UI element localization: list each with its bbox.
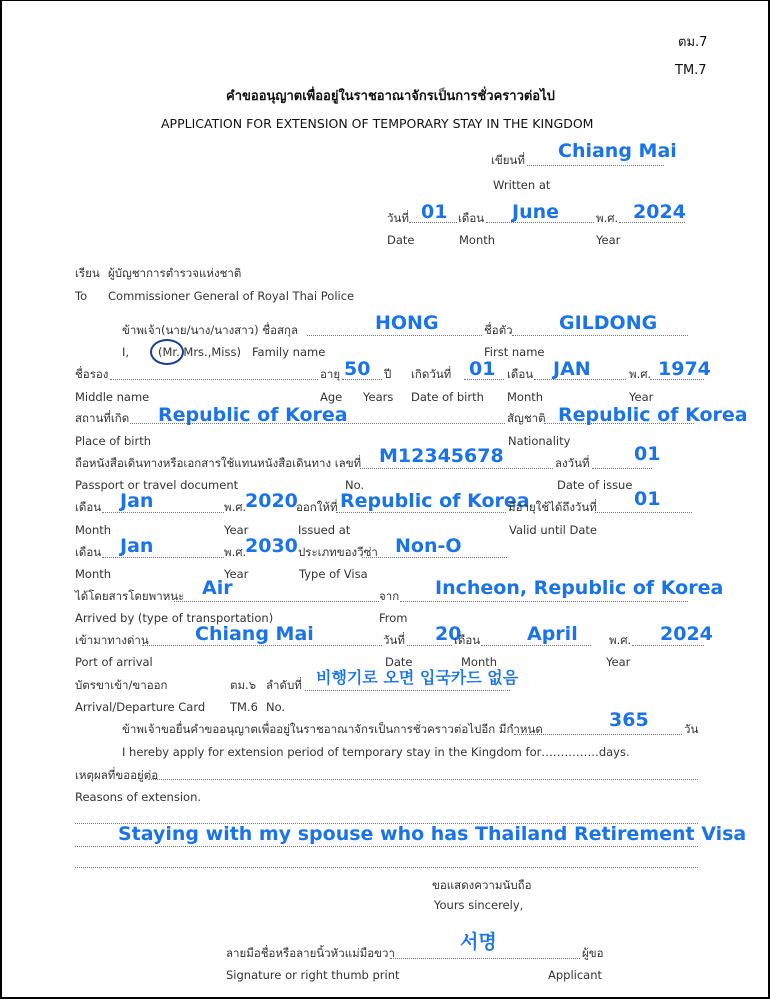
- visa-type-label-th: ประเภทของวีซ่า: [298, 545, 378, 559]
- card-no-line: [305, 690, 510, 691]
- dob-month-label-th: เดือน: [507, 367, 534, 381]
- card-no-label-th: ลำดับที่: [266, 678, 302, 692]
- passport-label-en: Passport or travel document: [75, 478, 239, 492]
- title-selected-mr-circle[interactable]: [150, 339, 184, 365]
- date-day-label-en: Date: [387, 233, 415, 247]
- from-line: [400, 601, 688, 602]
- reason-line-4: [75, 867, 698, 868]
- issue-day-value[interactable]: 01: [634, 443, 661, 465]
- port-value[interactable]: Chiang Mai: [195, 623, 314, 645]
- date-year-label-en: Year: [596, 233, 621, 247]
- issued-at-label-th: ออกให้ที่: [296, 500, 338, 514]
- extension-days-label-th: วัน: [684, 722, 699, 736]
- signature-label-th: ลายมือชื่อหรือลายนิ้วหัวแม่มือขวา: [226, 946, 395, 960]
- family-name-line: [307, 335, 482, 336]
- arrival-month-line: [481, 645, 591, 646]
- valid-until-label-th: มีอายุใช้ได้ถึงวันที่: [508, 500, 597, 514]
- reason-line-1: [148, 779, 698, 780]
- first-name-value[interactable]: GILDONG: [559, 312, 658, 334]
- from-label-en: From: [379, 611, 408, 625]
- port-label-en: Port of arrival: [75, 655, 153, 669]
- arrival-month-value[interactable]: April: [527, 623, 578, 645]
- dob-month-value[interactable]: JAN: [553, 358, 591, 380]
- date-day-label-th: วันที่: [387, 211, 409, 225]
- arrival-year-value[interactable]: 2024: [660, 623, 713, 645]
- applicant-intro-en: I,: [122, 345, 130, 359]
- written-at-label-en: Written at: [493, 178, 551, 192]
- valid-month-value[interactable]: Jan: [120, 535, 154, 557]
- extension-days-line: [514, 734, 682, 735]
- title-en: APPLICATION FOR EXTENSION OF TEMPORARY STAY IN THE KINGDOM: [161, 116, 594, 131]
- date-month-value[interactable]: June: [512, 201, 560, 223]
- reason-line-3: [75, 846, 698, 847]
- applicant-label-en: Applicant: [548, 968, 603, 982]
- arrival-day-label-en: Date: [385, 655, 413, 669]
- issue-year-label-th: พ.ศ.: [224, 500, 247, 514]
- nationality-label-en: Nationality: [508, 434, 571, 448]
- nationality-value[interactable]: Republic of Korea: [558, 404, 748, 426]
- valid-day-value[interactable]: 01: [634, 488, 661, 510]
- written-at-value[interactable]: Chiang Mai: [558, 140, 677, 162]
- nationality-label-th: สัญชาติ: [507, 411, 546, 425]
- date-month-label-th: เดือน: [458, 211, 485, 225]
- transport-label-th: ได้โดยสารโดยพาหนะ: [75, 589, 185, 603]
- issue-day-line: [592, 468, 652, 469]
- to-label-th: เรียน: [75, 266, 100, 280]
- issue-day-label-en: Date of issue: [557, 478, 633, 492]
- age-value[interactable]: 50: [344, 358, 371, 380]
- valid-year-label-th: พ.ศ.: [224, 545, 247, 559]
- middle-name-label-en: Middle name: [75, 390, 150, 404]
- pob-label-th: สถานที่เกิด: [75, 411, 130, 425]
- extension-request-th: ข้าพเจ้าขอยื่นคำขออนุญาตเพื่ออยู่ในราชอาณาจักรเป็นการชั่วคราวต่อไปอีก มีกำหนด: [122, 722, 543, 736]
- regards-th: ขอแสดงความนับถือ: [432, 878, 532, 892]
- dob-day-value[interactable]: 01: [469, 358, 496, 380]
- transport-value[interactable]: Air: [202, 577, 233, 599]
- arrival-day-value[interactable]: 20: [435, 623, 462, 645]
- family-name-value[interactable]: HONG: [375, 312, 439, 334]
- reason-label-en: Reasons of extension.: [75, 790, 202, 804]
- valid-day-line: [595, 512, 692, 513]
- passport-number-line: [360, 468, 553, 469]
- issued-at-label-en: Issued at: [298, 523, 351, 537]
- valid-month-label-en: Month: [75, 567, 112, 581]
- signature-line: [390, 958, 580, 959]
- card-no-value[interactable]: 비행기로 오면 입국카드 없음: [316, 668, 519, 687]
- from-value[interactable]: Incheon, Republic of Korea: [435, 577, 724, 599]
- arrival-year-line: [632, 645, 704, 646]
- middle-name-label-th: ชื่อรอง: [75, 367, 109, 381]
- family-name-label-en: Family name: [252, 345, 326, 359]
- issue-month-value[interactable]: Jan: [120, 490, 154, 512]
- age-label-en: Age: [320, 390, 343, 404]
- title-options: (Mr.,Mrs.,Miss): [158, 345, 241, 359]
- port-label-th: เข้ามาทางด่าน: [75, 633, 149, 647]
- passport-number-value[interactable]: M12345678: [379, 445, 504, 467]
- first-name-line: [512, 335, 688, 336]
- valid-year-value[interactable]: 2030: [245, 535, 298, 557]
- arrival-year-label-th: พ.ศ.: [609, 633, 632, 647]
- reason-value[interactable]: Staying with my spouse who has Thailand Retirement Visa: [118, 823, 747, 845]
- passport-no-label-en: No.: [345, 478, 365, 492]
- from-label-th: จาก: [379, 589, 400, 603]
- arrival-year-label-en: Year: [606, 655, 631, 669]
- issue-month-label-th: เดือน: [75, 500, 102, 514]
- dob-label-en: Date of birth: [411, 390, 484, 404]
- issue-year-label-en: Year: [224, 523, 249, 537]
- date-year-label-th: พ.ศ.: [596, 211, 619, 225]
- form-code-en: TM.7: [675, 63, 707, 78]
- valid-year-label-en: Year: [224, 567, 249, 581]
- to-label-en: To: [75, 289, 88, 303]
- dob-year-label-th: พ.ศ.: [629, 367, 652, 381]
- port-line: [142, 645, 382, 646]
- visa-type-value[interactable]: Non-O: [395, 535, 462, 557]
- regards-en: Yours sincerely,: [434, 898, 524, 912]
- reason-label-th: เหตุผลที่ขออยู่ต่อ: [75, 768, 159, 782]
- written-at-line: [527, 165, 664, 166]
- extension-request-en: I hereby apply for extension period of temporary stay in the Kingdom for……………days.: [122, 745, 630, 759]
- arrival-day-line: [407, 645, 452, 646]
- issued-at-value[interactable]: Republic of Korea: [340, 490, 530, 512]
- issue-day-label-th: ลงวันที่: [555, 456, 590, 470]
- tm6-en: TM.6: [230, 700, 258, 714]
- visa-type-label-en: Type of Visa: [299, 567, 368, 581]
- arrival-month-label-en: Month: [461, 655, 498, 669]
- pob-value[interactable]: Republic of Korea: [158, 404, 348, 426]
- written-at-label-th: เขียนที่: [491, 153, 525, 167]
- signature-label-en: Signature or right thumb print: [226, 968, 400, 982]
- card-label-th: บัตรขาเข้า/ขาออก: [75, 678, 168, 692]
- issue-month-line: [102, 512, 224, 513]
- valid-month-line: [102, 557, 224, 558]
- issue-year-value[interactable]: 2020: [245, 490, 298, 512]
- middle-name-line: [110, 379, 318, 380]
- signature-value[interactable]: 서명: [460, 931, 497, 953]
- to-value-en: Commissioner General of Royal Thai Police: [108, 289, 355, 303]
- first-name-label-th: ชื่อตัว: [484, 323, 513, 337]
- date-year-value[interactable]: 2024: [633, 201, 686, 223]
- visa-type-line: [362, 557, 507, 558]
- applicant-intro-th: ข้าพเจ้า(นาย/นาง/นางสาว) ชื่อสกุล: [122, 323, 299, 337]
- pob-label-en: Place of birth: [75, 434, 151, 448]
- arrival-month-label-th: เดือน: [454, 633, 481, 647]
- dob-year-value[interactable]: 1974: [658, 358, 711, 380]
- form-code-th: ตม.7: [678, 35, 708, 50]
- dob-year-label-en: Year: [629, 390, 654, 404]
- passport-label-th: ถือหนังสือเดินทางหรือเอกสารใช้แทนหนังสือเดินทาง เลขที่: [75, 456, 362, 470]
- date-month-label-en: Month: [459, 233, 496, 247]
- years-label-en: Years: [363, 390, 394, 404]
- dob-month-label-en: Month: [507, 390, 544, 404]
- transport-label-en: Arrived by (type of transportation): [75, 611, 274, 625]
- title-th: คำขออนุญาตเพื่ออยู่ในราชอาณาจักรเป็นการชั่วคราวต่อไป: [226, 89, 555, 104]
- issue-month-label-en: Month: [75, 523, 112, 537]
- applicant-label-th: ผู้ขอ: [582, 946, 604, 960]
- extension-days-value[interactable]: 365: [609, 709, 649, 731]
- years-label-th: ปี: [384, 367, 392, 381]
- first-name-label-en: First name: [484, 345, 545, 359]
- dob-label-th: เกิดวันที่: [411, 367, 452, 381]
- transport-line: [174, 601, 379, 602]
- card-no-label-en: No.: [266, 700, 286, 714]
- tm6-th: ตม.๖: [230, 678, 257, 692]
- valid-until-label-en: Valid until Date: [509, 523, 597, 537]
- issued-at-line: [336, 512, 506, 513]
- arrival-day-label-th: วันที่: [383, 633, 405, 647]
- age-label-th: อายุ: [320, 367, 341, 381]
- valid-month-label-th: เดือน: [75, 545, 102, 559]
- to-value-th: ผู้บัญชาการตำรวจแห่งชาติ: [108, 266, 242, 280]
- card-label-en: Arrival/Departure Card: [75, 700, 206, 714]
- date-day-value[interactable]: 01: [421, 201, 448, 223]
